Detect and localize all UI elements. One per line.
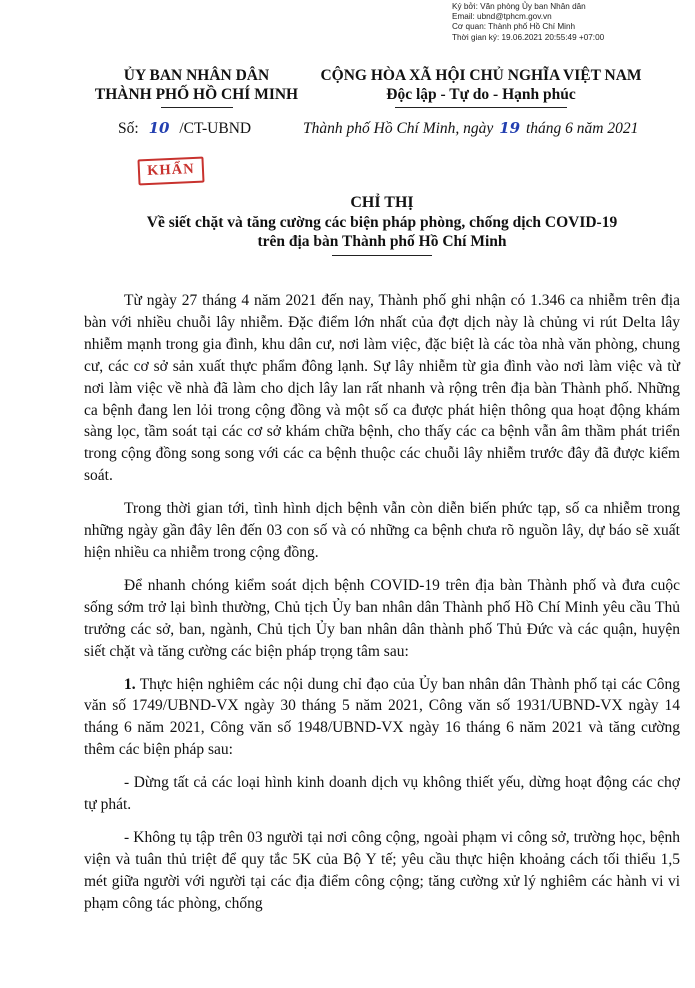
- doc-no-suffix: /CT-UBND: [179, 120, 252, 137]
- document-subject-line-2: trên địa bàn Thành phố Hồ Chí Minh: [257, 233, 507, 250]
- issuing-organization: [84, 66, 309, 108]
- doc-no-handwritten: 10: [148, 119, 170, 137]
- signature-agency: Cơ quan: Thành phố Hồ Chí Minh: [452, 22, 576, 32]
- document-type: CHỈ THỊ: [350, 194, 414, 211]
- title-underline: [332, 255, 432, 256]
- bullet-2: - Không tụ tập trên 03 người tại nơi công cộng, ngoài phạm vi công sở, trường học, bệnh viện và tuân thủ triệt để quy tắc 5K của Bộ Y tế; yêu cầu thực hiện khoảng cách tối thiểu 1,5 mét giữa người với người tại các địa điểm công cộng; tăng cường xử lý nghiêm các hành vi vi phạm công tác phòng, chống: [84, 828, 680, 912]
- org-underline: [161, 107, 233, 108]
- national-heading: [296, 66, 666, 108]
- bullet-1: - Dừng tất cả các loại hình kinh doanh dịch vụ không thiết yếu, dừng hoạt động các chợ tự phát.: [84, 774, 680, 814]
- motto-underline: [395, 107, 567, 108]
- date-suffix: tháng 6 năm 2021: [525, 120, 639, 137]
- document-body: [84, 290, 680, 926]
- date-day-handwritten: 19: [499, 119, 521, 137]
- item-1-number: 1.: [124, 675, 136, 693]
- document-number: [118, 119, 251, 138]
- nation-name: CỘNG HÒA XÃ HỘI CHỦ NGHĨA VIỆT NAM: [320, 67, 642, 84]
- document-subject-line-1: Về siết chặt và tăng cường các biện pháp phòng, chống dịch COVID-19: [146, 214, 618, 231]
- document-date: [303, 119, 638, 138]
- signature-time: Thời gian ký: 19.06.2021 20:55:49 +07:00: [452, 32, 605, 42]
- urgent-stamp: KHẨN: [137, 157, 204, 186]
- item-1: [84, 674, 680, 762]
- signature-signer: Ký bởi: Văn phòng Ủy ban Nhân dân: [452, 2, 586, 11]
- document-title-block: [84, 193, 680, 256]
- org-line-2: THÀNH PHỐ HỒ CHÍ MINH: [94, 86, 299, 103]
- paragraph-3: Để nhanh chóng kiểm soát dịch bệnh COVID-19 trên địa bàn Thành phố và đưa cuộc sống sớm trở lại bình thường, Chủ tịch Ủy ban nhân dân Thành phố Hồ Chí Minh yêu cầu Thủ trưởng các sở, ban, ngành, Chủ tịch Ủy ban nhân dân thành phố Thủ Đức và các quận, huyện siết chặt và tăng cường các biện pháp trọng tâm sau:: [84, 576, 680, 660]
- national-motto: Độc lập - Tự do - Hạnh phúc: [386, 86, 576, 103]
- signature-email: Email: ubnd@tphcm.gov.vn: [452, 12, 552, 22]
- date-prefix: Thành phố Hồ Chí Minh, ngày: [303, 120, 494, 137]
- paragraph-1: Từ ngày 27 tháng 4 năm 2021 đến nay, Thành phố ghi nhận có 1.346 ca nhiễm trên địa bàn với nhiều chuỗi lây nhiễm. Đặc điểm lớn nhất của đợt dịch này là chủng vi rút Delta lây nhiễm mạnh trong gia đình, khu dân cư, nơi làm việc, đặc biệt là các tòa nhà văn phòng, chung cư, các cơ sở sản xuất thực phẩm đông lạnh. Sự lây nhiễm từ gia đình vào nơi làm việc và từ nơi làm việc về nhà đã làm cho dịch lây lan rất nhanh và rộng trên địa bàn Thành phố. Những ca bệnh đang len lỏi trong cộng đồng và một số ca được phát hiện thông qua hoạt động khám sàng lọc, tầm soát tại các cơ sở khám chữa bệnh, cho thấy các ca bệnh vẫn âm thầm phát triển trong cộng đồng song song với các ca bệnh thuộc các chuỗi lây nhiễm trước đây đã được kiểm soát.: [84, 292, 680, 485]
- doc-no-prefix: Số:: [118, 120, 139, 137]
- digital-signature-block: [452, 2, 692, 43]
- paragraph-2: Trong thời gian tới, tình hình dịch bệnh vẫn còn diễn biến phức tạp, số ca nhiễm trong những ngày gần đây lên đến 03 con số và có những ca bệnh chưa rõ nguồn lây, dự báo sẽ xuất hiện nhiều ca nhiễm trong cộng đồng.: [84, 500, 680, 561]
- org-line-1: ỦY BAN NHÂN DÂN: [123, 67, 270, 84]
- item-1-text: Thực hiện nghiêm các nội dung chỉ đạo của Ủy ban nhân dân Thành phố tại các Công văn số 1749/UBND-VX ngày 30 tháng 5 năm 2021, Công văn số 1931/UBND-VX ngày 14 tháng 6 năm 2021, Công văn số 1948/UBND-VX ngày 16 tháng 6 năm 2021 và tăng cường thêm các biện pháp sau:: [84, 675, 680, 759]
